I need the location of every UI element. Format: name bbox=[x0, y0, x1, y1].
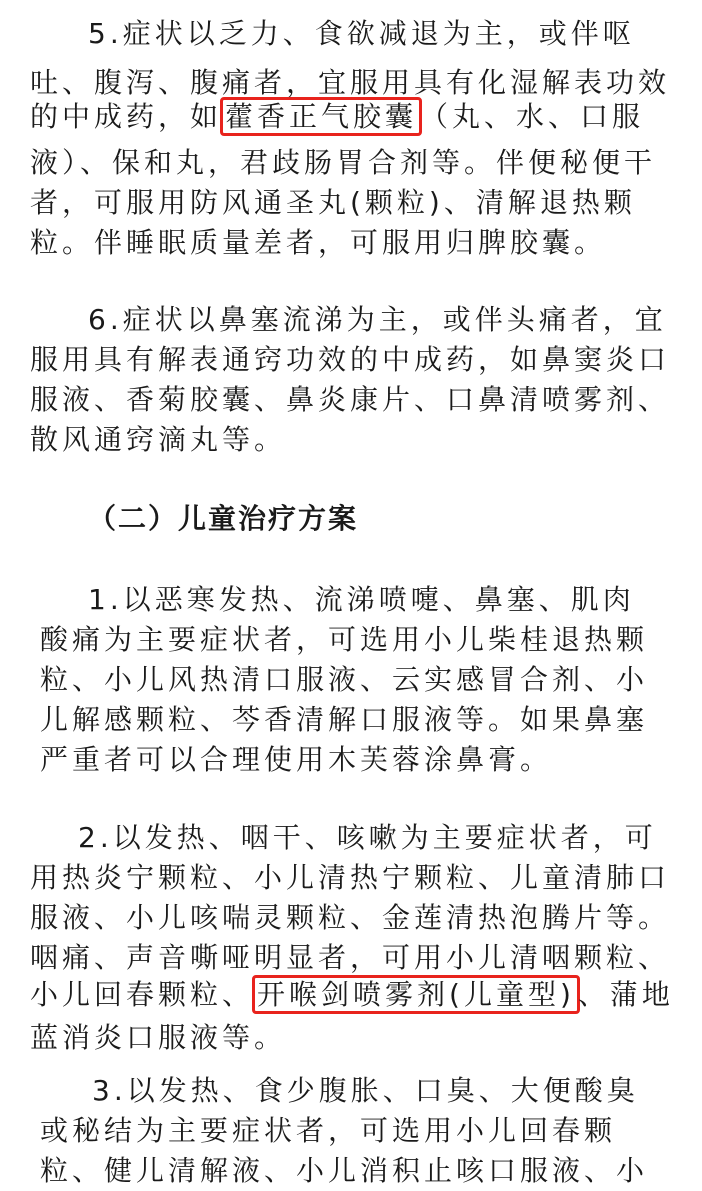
s5-line-3-rest: （丸、水、口服 bbox=[420, 100, 645, 133]
c1-line-4: 儿解感颗粒、芩香清解口服液等。如果鼻塞 bbox=[40, 703, 649, 736]
s5-line-4: 液）、保和丸，君歧肠胃合剂等。伴便秘便干 bbox=[30, 146, 657, 179]
c2-line-5 bbox=[30, 975, 674, 1015]
c1-line-3: 粒、小儿风热清口服液、云实感冒合剂、小 bbox=[40, 663, 649, 696]
s5-line-6: 粒。伴睡眠质量差者，可服用归脾胶囊。 bbox=[30, 226, 607, 259]
highlighted-drug-huoxiang: 藿香正气胶囊 bbox=[220, 97, 422, 136]
highlighted-drug-kaihoujian: 开喉剑喷雾剂(儿童型) bbox=[252, 975, 580, 1014]
s6-line-4: 散风通窍滴丸等。 bbox=[30, 423, 287, 456]
s5-line-1: 5.症状以乏力、食欲减退为主，或伴呕 bbox=[88, 17, 635, 50]
section-heading: （二）儿童治疗方案 bbox=[88, 502, 359, 535]
c3-line-3: 粒、健儿清解液、小儿消积止咳口服液、小 bbox=[40, 1154, 649, 1187]
c2-line-5-rest: 、蒲地 bbox=[577, 978, 674, 1011]
c2-line-4: 咽痛、声音嘶哑明显者，可用小儿清咽颗粒、 bbox=[30, 941, 671, 974]
c1-line-5: 严重者可以合理使用木芙蓉涂鼻膏。 bbox=[40, 743, 553, 776]
s5-line-3 bbox=[30, 97, 645, 137]
c3-line-1: 3.以发热、食少腹胀、口臭、大便酸臭 bbox=[92, 1074, 639, 1107]
s6-line-1: 6.症状以鼻塞流涕为主，或伴头痛者，宜 bbox=[88, 303, 667, 336]
s6-line-2: 服用具有解表通窍功效的中成药，如鼻窦炎口 bbox=[30, 343, 671, 376]
c1-line-2: 酸痛为主要症状者，可选用小儿柴桂退热颗 bbox=[40, 623, 649, 656]
c3-line-2: 或秘结为主要症状者，可选用小儿回春颗 bbox=[40, 1114, 617, 1147]
s5-line-3-text: 的中成药，如 bbox=[30, 100, 223, 133]
c2-line-1: 2.以发热、咽干、咳嗽为主要症状者，可 bbox=[78, 821, 657, 854]
s5-line-2: 吐、腹泻、腹痛者，宜服用具有化湿解表功效 bbox=[30, 66, 671, 99]
c2-line-3: 服液、小儿咳喘灵颗粒、金莲清热泡腾片等。 bbox=[30, 901, 671, 934]
s5-line-5: 者，可服用防风通圣丸(颗粒)、清解退热颗 bbox=[30, 186, 636, 219]
s6-line-3: 服液、香菊胶囊、鼻炎康片、口鼻清喷雾剂、 bbox=[30, 383, 671, 416]
c2-line-5-text: 小儿回春颗粒、 bbox=[30, 978, 255, 1011]
c2-line-6: 蓝消炎口服液等。 bbox=[30, 1021, 287, 1054]
c2-line-2: 用热炎宁颗粒、小儿清热宁颗粒、儿童清肺口 bbox=[30, 861, 671, 894]
c1-line-1: 1.以恶寒发热、流涕喷嚏、鼻塞、肌肉 bbox=[88, 583, 635, 616]
